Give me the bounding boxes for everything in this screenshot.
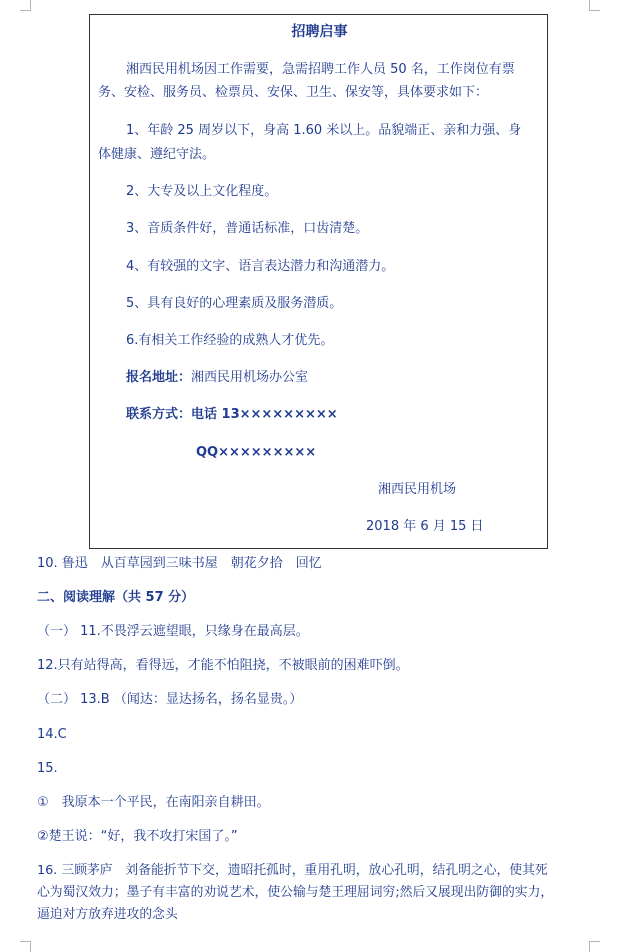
address-value: 湘西民用机场办公室	[191, 370, 309, 385]
notice-title: 招聘启事	[291, 24, 348, 40]
contact-phone: 联系方式：电话 13×××××××××	[126, 407, 338, 422]
answer-12: 12.只有站得高，看得远，才能不怕阻挠，不被眼前的困难吓倒。	[37, 658, 409, 673]
page-corner-mark	[20, 0, 31, 11]
requirement-1-line: 体健康、遵纪守法。	[98, 147, 216, 162]
answer-15-2: ②楚王说：“好，我不攻打宋国了。”	[37, 829, 238, 844]
address-label: 报名地址：	[126, 370, 192, 385]
answer-13: （二） 13.B （闻达：显达扬名，扬名显贵。）	[37, 692, 303, 707]
notice-intro-line: 湘西民用机场因工作需要，急需招聘工作人员 50 名，工作岗位有票	[126, 62, 515, 77]
section-heading: 二、阅读理解（共 57 分）	[37, 590, 195, 605]
answer-16-line: 心为蜀汉效力；墨子有丰富的劝说艺术，使公输与楚王理屈词穷;然后又展现出防御的实力，	[37, 885, 554, 900]
answer-14: 14.C	[37, 727, 67, 742]
requirement-5: 5、具有良好的心理素质及服务潜质。	[126, 296, 343, 311]
notice-signature: 湘西民用机场	[378, 482, 457, 497]
requirement-2: 2、大专及以上文化程度。	[126, 184, 278, 199]
answer-10: 10. 鲁迅 从百草园到三味书屋 朝花夕拾 回忆	[37, 556, 322, 571]
notice-date: 2018 年 6 月 15 日	[366, 519, 484, 534]
requirement-3: 3、音质条件好，普通话标准，口齿清楚。	[126, 221, 369, 236]
page-corner-mark	[589, 0, 600, 11]
page-corner-mark	[589, 941, 600, 952]
answer-15-1: ① 我原本一个平民，在南阳亲自耕田。	[37, 795, 270, 810]
requirement-1-line: 1、年龄 25 周岁以下，身高 1.60 米以上。品貌端正、亲和力强、身	[126, 123, 522, 138]
recruitment-notice-box	[89, 14, 548, 549]
requirement-6: 6.有相关工作经验的成熟人才优先。	[126, 333, 334, 348]
registration-address	[126, 369, 308, 387]
answer-16-line: 逼迫对方放弃进攻的念头	[37, 907, 178, 922]
answer-16-line: 16. 三顾茅庐 刘备能折节下交，遗昭托孤时，重用孔明，放心孔明，结孔明之心，使其死	[37, 863, 548, 878]
page-corner-mark	[20, 941, 31, 952]
notice-intro-line: 务、安检、服务员、检票员、安保、卫生、保安等，具体要求如下：	[98, 85, 489, 100]
answer-11: （一） 11.不畏浮云遮望眼，只缘身在最高层。	[37, 624, 309, 639]
requirement-4: 4、有较强的文字、语言表达潜力和沟通潜力。	[126, 259, 395, 274]
contact-qq: QQ×××××××××	[196, 445, 317, 460]
answer-15: 15.	[37, 761, 58, 776]
